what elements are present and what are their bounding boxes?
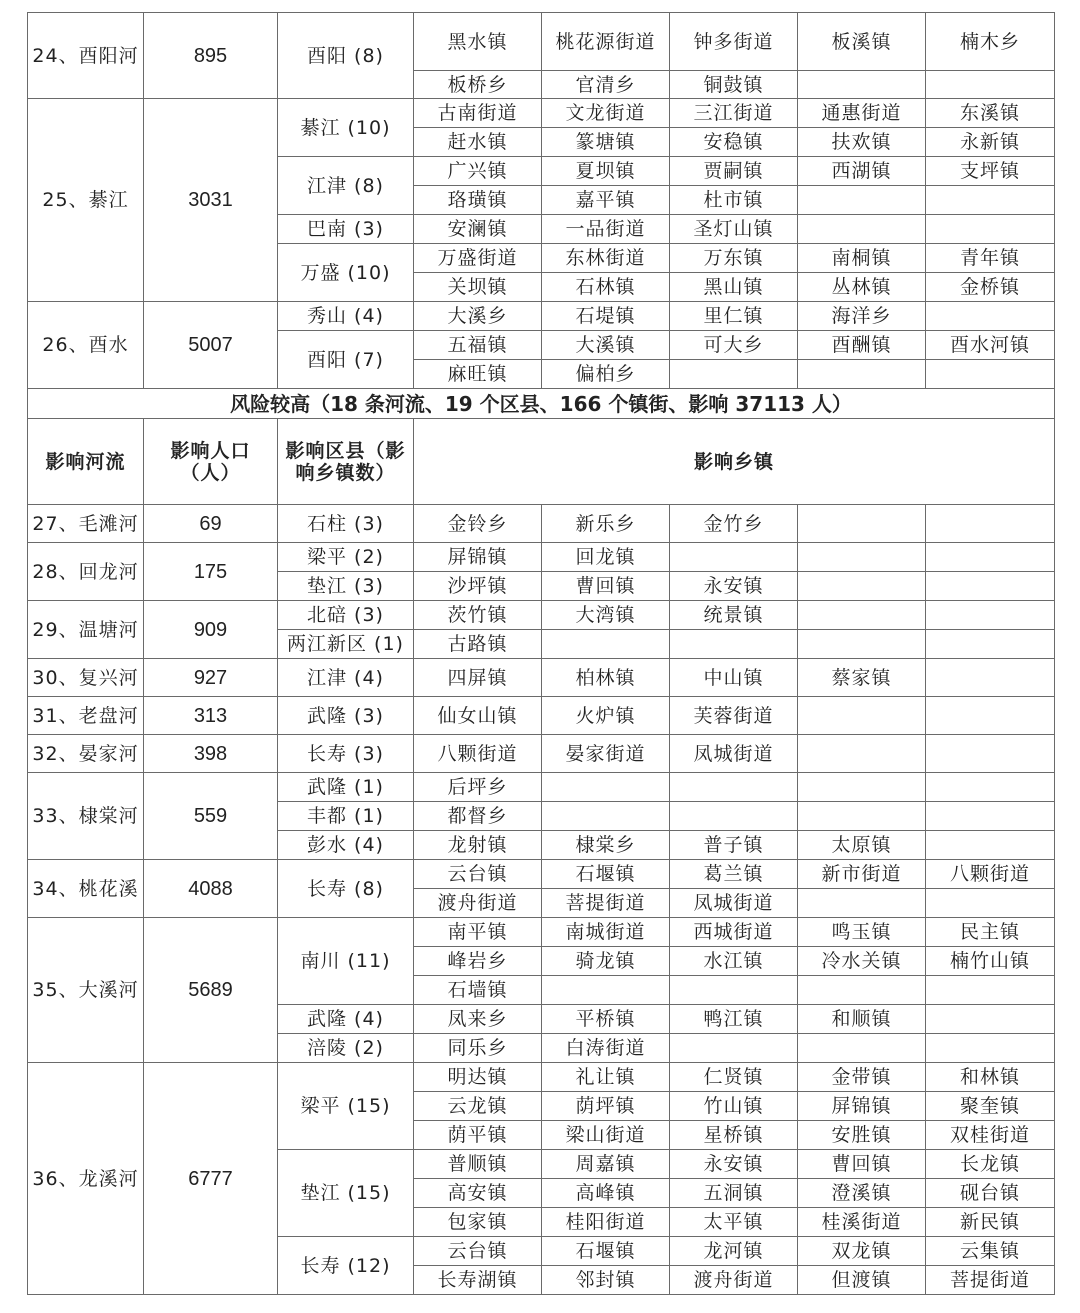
- town-cell: 一品街道: [542, 215, 670, 244]
- town-cell: 大溪镇: [542, 331, 670, 360]
- town-cell: 葛兰镇: [670, 860, 798, 889]
- town-cell: [798, 360, 926, 389]
- town-cell: [798, 71, 926, 99]
- town-cell: 新市街道: [798, 860, 926, 889]
- river-name: 36、龙溪河: [28, 1063, 144, 1295]
- town-cell: [670, 976, 798, 1005]
- town-cell: 龙射镇: [414, 831, 542, 860]
- header-county: 影响区县（影响乡镇数）: [278, 419, 414, 505]
- town-cell: [542, 630, 670, 659]
- town-cell: 黑水镇: [414, 13, 542, 71]
- town-cell: [926, 543, 1055, 572]
- table-row: [28, 505, 1055, 543]
- town-cell: 酉水河镇: [926, 331, 1055, 360]
- town-cell: 万东镇: [670, 244, 798, 273]
- town-cell: 回龙镇: [542, 543, 670, 572]
- town-cell: [926, 71, 1055, 99]
- table-row: [28, 601, 1055, 630]
- town-cell: 石堰镇: [542, 1237, 670, 1266]
- town-cell: 屏锦镇: [414, 543, 542, 572]
- county-name: 武隆 (4): [278, 1005, 414, 1034]
- county-name: 巴南 (3): [278, 215, 414, 244]
- county-name: 秀山 (4): [278, 302, 414, 331]
- table-row: [28, 659, 1055, 697]
- town-cell: 西湖镇: [798, 157, 926, 186]
- town-cell: 曹回镇: [542, 572, 670, 601]
- town-cell: 通惠街道: [798, 99, 926, 128]
- town-cell: [798, 543, 926, 572]
- table-row: [28, 13, 1055, 71]
- town-cell: [926, 505, 1055, 543]
- affected-population: 909: [144, 601, 278, 659]
- town-cell: [926, 976, 1055, 1005]
- section-title-row: [28, 389, 1055, 419]
- town-cell: 桃花源街道: [542, 13, 670, 71]
- town-cell: 中山镇: [670, 659, 798, 697]
- town-cell: 金铃乡: [414, 505, 542, 543]
- town-cell: [926, 215, 1055, 244]
- town-cell: 双桂街道: [926, 1121, 1055, 1150]
- town-cell: 云龙镇: [414, 1092, 542, 1121]
- town-cell: 双龙镇: [798, 1237, 926, 1266]
- town-cell: 太原镇: [798, 831, 926, 860]
- town-cell: 火炉镇: [542, 697, 670, 735]
- header-row: [28, 419, 1055, 505]
- county-name: 武隆 (1): [278, 773, 414, 802]
- town-cell: [926, 1034, 1055, 1063]
- town-cell: [926, 831, 1055, 860]
- town-cell: 普子镇: [670, 831, 798, 860]
- county-name: 彭水 (4): [278, 831, 414, 860]
- town-cell: 夏坝镇: [542, 157, 670, 186]
- town-cell: 大溪乡: [414, 302, 542, 331]
- county-name: 长寿 (8): [278, 860, 414, 918]
- town-cell: 曹回镇: [798, 1150, 926, 1179]
- town-cell: 晏家街道: [542, 735, 670, 773]
- county-name: 涪陵 (2): [278, 1034, 414, 1063]
- river-name: 24、酉阳河: [28, 13, 144, 99]
- affected-population: 5007: [144, 302, 278, 389]
- county-name: 酉阳 (7): [278, 331, 414, 389]
- affected-population: 398: [144, 735, 278, 773]
- table-body-after: [28, 505, 1055, 1295]
- town-cell: [670, 630, 798, 659]
- town-cell: 高安镇: [414, 1179, 542, 1208]
- town-cell: 石堤镇: [542, 302, 670, 331]
- town-cell: 但渡镇: [798, 1266, 926, 1295]
- town-cell: 嘉平镇: [542, 186, 670, 215]
- town-cell: 丛林镇: [798, 273, 926, 302]
- town-cell: 仙女山镇: [414, 697, 542, 735]
- town-cell: [670, 1034, 798, 1063]
- town-cell: 东溪镇: [926, 99, 1055, 128]
- town-cell: [798, 889, 926, 918]
- county-name: 万盛 (10): [278, 244, 414, 302]
- town-cell: 水江镇: [670, 947, 798, 976]
- town-cell: 五福镇: [414, 331, 542, 360]
- town-cell: 珞璜镇: [414, 186, 542, 215]
- county-name: 长寿 (12): [278, 1237, 414, 1295]
- county-name: 武隆 (3): [278, 697, 414, 735]
- river-name: 33、棣棠河: [28, 773, 144, 860]
- town-cell: 鸭江镇: [670, 1005, 798, 1034]
- town-cell: 凤城街道: [670, 889, 798, 918]
- town-cell: [926, 773, 1055, 802]
- river-name: 25、綦江: [28, 99, 144, 302]
- town-cell: 石墙镇: [414, 976, 542, 1005]
- town-cell: 五洞镇: [670, 1179, 798, 1208]
- town-cell: 长寿湖镇: [414, 1266, 542, 1295]
- town-cell: 菩提街道: [542, 889, 670, 918]
- town-cell: 偏柏乡: [542, 360, 670, 389]
- town-cell: [798, 1034, 926, 1063]
- town-cell: 麻旺镇: [414, 360, 542, 389]
- town-cell: 永新镇: [926, 128, 1055, 157]
- town-cell: 万盛街道: [414, 244, 542, 273]
- county-name: 两江新区 (1): [278, 630, 414, 659]
- town-cell: 后坪乡: [414, 773, 542, 802]
- town-cell: 明达镇: [414, 1063, 542, 1092]
- town-cell: 云台镇: [414, 1237, 542, 1266]
- town-cell: 八颗街道: [926, 860, 1055, 889]
- town-cell: [798, 697, 926, 735]
- town-cell: 四屏镇: [414, 659, 542, 697]
- town-cell: 梁山街道: [542, 1121, 670, 1150]
- table-row: [28, 773, 1055, 802]
- river-name: 31、老盘河: [28, 697, 144, 735]
- town-cell: [542, 976, 670, 1005]
- header-river: 影响河流: [28, 419, 144, 505]
- county-name: 北碚 (3): [278, 601, 414, 630]
- town-cell: 周嘉镇: [542, 1150, 670, 1179]
- town-cell: 桂溪街道: [798, 1208, 926, 1237]
- town-cell: 八颗街道: [414, 735, 542, 773]
- county-name: 綦江 (10): [278, 99, 414, 157]
- town-cell: [542, 802, 670, 831]
- affected-population: 3031: [144, 99, 278, 302]
- affected-population: 313: [144, 697, 278, 735]
- county-name: 梁平 (15): [278, 1063, 414, 1150]
- town-cell: [926, 630, 1055, 659]
- town-cell: 楠竹山镇: [926, 947, 1055, 976]
- town-cell: [798, 601, 926, 630]
- town-cell: 永安镇: [670, 572, 798, 601]
- town-cell: 西城街道: [670, 918, 798, 947]
- river-name: 35、大溪河: [28, 918, 144, 1063]
- town-cell: 石堰镇: [542, 860, 670, 889]
- town-cell: 统景镇: [670, 601, 798, 630]
- town-cell: [926, 735, 1055, 773]
- town-cell: 高峰镇: [542, 1179, 670, 1208]
- town-cell: 金带镇: [798, 1063, 926, 1092]
- town-cell: 棣棠乡: [542, 831, 670, 860]
- town-cell: [798, 505, 926, 543]
- table-row: [28, 302, 1055, 331]
- town-cell: 民主镇: [926, 918, 1055, 947]
- town-cell: 蔡家镇: [798, 659, 926, 697]
- town-cell: 荫平镇: [414, 1121, 542, 1150]
- town-cell: 芙蓉街道: [670, 697, 798, 735]
- town-cell: 金竹乡: [670, 505, 798, 543]
- town-cell: [926, 572, 1055, 601]
- town-cell: 包家镇: [414, 1208, 542, 1237]
- town-cell: [926, 889, 1055, 918]
- town-cell: 柏林镇: [542, 659, 670, 697]
- table-body-before: [28, 13, 1055, 389]
- county-name: 石柱 (3): [278, 505, 414, 543]
- table-row: [28, 697, 1055, 735]
- river-name: 26、酉水: [28, 302, 144, 389]
- river-name: 34、桃花溪: [28, 860, 144, 918]
- town-cell: 板桥乡: [414, 71, 542, 99]
- town-cell: [926, 659, 1055, 697]
- town-cell: 新乐乡: [542, 505, 670, 543]
- river-name: 32、晏家河: [28, 735, 144, 773]
- town-cell: 贾嗣镇: [670, 157, 798, 186]
- town-cell: 文龙街道: [542, 99, 670, 128]
- town-cell: 凤城街道: [670, 735, 798, 773]
- affected-population: 927: [144, 659, 278, 697]
- county-name: 南川 (11): [278, 918, 414, 1005]
- affected-population: 895: [144, 13, 278, 99]
- town-cell: 云台镇: [414, 860, 542, 889]
- town-cell: 平桥镇: [542, 1005, 670, 1034]
- town-cell: 青年镇: [926, 244, 1055, 273]
- river-name: 29、温塘河: [28, 601, 144, 659]
- town-cell: 三江街道: [670, 99, 798, 128]
- table-row: [28, 1063, 1055, 1092]
- town-cell: 长龙镇: [926, 1150, 1055, 1179]
- town-cell: [542, 773, 670, 802]
- town-cell: 渡舟街道: [670, 1266, 798, 1295]
- town-cell: [926, 1005, 1055, 1034]
- table-row: [28, 860, 1055, 889]
- town-cell: 铜鼓镇: [670, 71, 798, 99]
- town-cell: [926, 601, 1055, 630]
- town-cell: [798, 186, 926, 215]
- town-cell: 和林镇: [926, 1063, 1055, 1092]
- town-cell: 南城街道: [542, 918, 670, 947]
- town-cell: 普顺镇: [414, 1150, 542, 1179]
- town-cell: [798, 572, 926, 601]
- town-cell: 扶欢镇: [798, 128, 926, 157]
- town-cell: 东林街道: [542, 244, 670, 273]
- table-row: [28, 99, 1055, 128]
- town-cell: 菩提街道: [926, 1266, 1055, 1295]
- town-cell: 可大乡: [670, 331, 798, 360]
- town-cell: 渡舟街道: [414, 889, 542, 918]
- town-cell: [798, 215, 926, 244]
- town-cell: 黑山镇: [670, 273, 798, 302]
- town-cell: 凤来乡: [414, 1005, 542, 1034]
- section-title: 风险较高（18 条河流、19 个区县、166 个镇街、影响 37113 人）: [28, 389, 1055, 419]
- town-cell: [670, 543, 798, 572]
- table-row: [28, 735, 1055, 773]
- town-cell: [798, 735, 926, 773]
- county-name: 长寿 (3): [278, 735, 414, 773]
- town-cell: 仁贤镇: [670, 1063, 798, 1092]
- flood-risk-table: [27, 12, 1055, 1295]
- town-cell: [926, 186, 1055, 215]
- town-cell: [670, 360, 798, 389]
- town-cell: 新民镇: [926, 1208, 1055, 1237]
- town-cell: 礼让镇: [542, 1063, 670, 1092]
- town-cell: 安稳镇: [670, 128, 798, 157]
- town-cell: 冷水关镇: [798, 947, 926, 976]
- town-cell: 茨竹镇: [414, 601, 542, 630]
- town-cell: 南平镇: [414, 918, 542, 947]
- town-cell: 赶水镇: [414, 128, 542, 157]
- town-cell: [670, 802, 798, 831]
- header-population: 影响人口（人）: [144, 419, 278, 505]
- town-cell: 楠木乡: [926, 13, 1055, 71]
- town-cell: 星桥镇: [670, 1121, 798, 1150]
- county-name: 酉阳 (8): [278, 13, 414, 99]
- town-cell: [670, 773, 798, 802]
- county-name: 丰都 (1): [278, 802, 414, 831]
- river-name: 27、毛滩河: [28, 505, 144, 543]
- town-cell: 峰岩乡: [414, 947, 542, 976]
- town-cell: 南桐镇: [798, 244, 926, 273]
- town-cell: [798, 976, 926, 1005]
- town-cell: 屏锦镇: [798, 1092, 926, 1121]
- town-cell: 石林镇: [542, 273, 670, 302]
- affected-population: 69: [144, 505, 278, 543]
- town-cell: 竹山镇: [670, 1092, 798, 1121]
- town-cell: 杜市镇: [670, 186, 798, 215]
- county-name: 垫江 (3): [278, 572, 414, 601]
- town-cell: 板溪镇: [798, 13, 926, 71]
- affected-population: 5689: [144, 918, 278, 1063]
- river-name: 28、回龙河: [28, 543, 144, 601]
- town-cell: 砚台镇: [926, 1179, 1055, 1208]
- town-cell: 鸣玉镇: [798, 918, 926, 947]
- town-cell: [926, 802, 1055, 831]
- town-cell: 古路镇: [414, 630, 542, 659]
- town-cell: 安澜镇: [414, 215, 542, 244]
- town-cell: 官清乡: [542, 71, 670, 99]
- town-cell: [798, 630, 926, 659]
- town-cell: 支坪镇: [926, 157, 1055, 186]
- town-cell: 永安镇: [670, 1150, 798, 1179]
- town-cell: 龙河镇: [670, 1237, 798, 1266]
- town-cell: 邻封镇: [542, 1266, 670, 1295]
- town-cell: 荫坪镇: [542, 1092, 670, 1121]
- town-cell: 酉酬镇: [798, 331, 926, 360]
- town-cell: 广兴镇: [414, 157, 542, 186]
- town-cell: 都督乡: [414, 802, 542, 831]
- town-cell: 古南街道: [414, 99, 542, 128]
- town-cell: [926, 697, 1055, 735]
- town-cell: [798, 802, 926, 831]
- town-cell: 安胜镇: [798, 1121, 926, 1150]
- town-cell: 钟多街道: [670, 13, 798, 71]
- town-cell: 圣灯山镇: [670, 215, 798, 244]
- section-block: [28, 389, 1055, 505]
- header-towns: 影响乡镇: [414, 419, 1055, 505]
- table-row: [28, 543, 1055, 572]
- river-name: 30、复兴河: [28, 659, 144, 697]
- affected-population: 559: [144, 773, 278, 860]
- county-name: 江津 (4): [278, 659, 414, 697]
- town-cell: 白涛街道: [542, 1034, 670, 1063]
- county-name: 垫江 (15): [278, 1150, 414, 1237]
- town-cell: 桂阳街道: [542, 1208, 670, 1237]
- town-cell: 金桥镇: [926, 273, 1055, 302]
- town-cell: 同乐乡: [414, 1034, 542, 1063]
- affected-population: 175: [144, 543, 278, 601]
- town-cell: 里仁镇: [670, 302, 798, 331]
- town-cell: [798, 773, 926, 802]
- town-cell: 海洋乡: [798, 302, 926, 331]
- town-cell: 云集镇: [926, 1237, 1055, 1266]
- town-cell: 骑龙镇: [542, 947, 670, 976]
- town-cell: 澄溪镇: [798, 1179, 926, 1208]
- town-cell: 篆塘镇: [542, 128, 670, 157]
- town-cell: 关坝镇: [414, 273, 542, 302]
- town-cell: 沙坪镇: [414, 572, 542, 601]
- table-row: [28, 918, 1055, 947]
- affected-population: 4088: [144, 860, 278, 918]
- town-cell: 和顺镇: [798, 1005, 926, 1034]
- town-cell: 聚奎镇: [926, 1092, 1055, 1121]
- county-name: 梁平 (2): [278, 543, 414, 572]
- town-cell: [926, 302, 1055, 331]
- affected-population: 6777: [144, 1063, 278, 1295]
- county-name: 江津 (8): [278, 157, 414, 215]
- town-cell: 太平镇: [670, 1208, 798, 1237]
- town-cell: 大湾镇: [542, 601, 670, 630]
- town-cell: [926, 360, 1055, 389]
